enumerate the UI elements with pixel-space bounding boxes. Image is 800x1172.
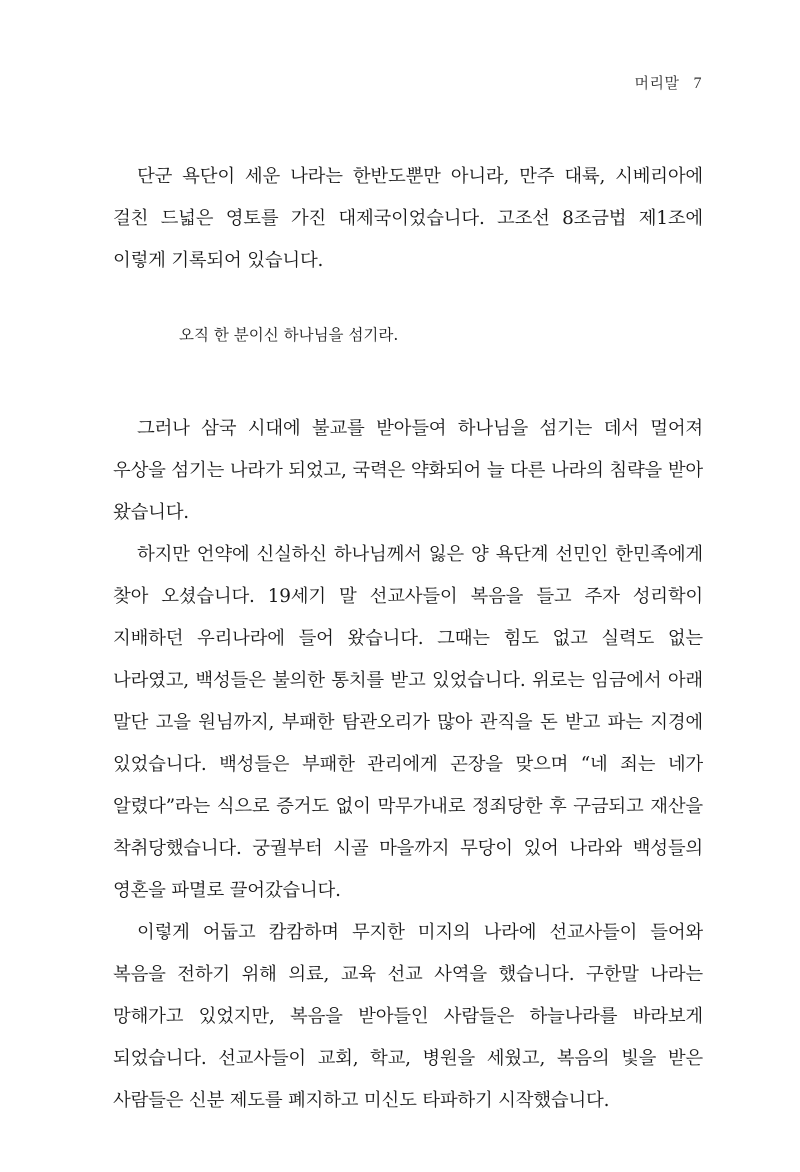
running-header xyxy=(635,72,702,93)
block-quote: 오직 한 분이신 하나님을 섬기라. xyxy=(179,326,399,344)
section-title: 머리말 xyxy=(634,74,680,92)
spacer xyxy=(113,386,703,408)
paragraph-1: 단군 욕단이 세운 나라는 한반도뿐만 아니라, 만주 대륙, 시베리아에 걸친 드넓은 영토를 가진 대제국이었습니다. 고조선 8조금법 제1조에 이렇게 기록되어 있습니다. xyxy=(113,166,703,271)
paragraph-4: 이렇게 어둡고 캄캄하며 무지한 미지의 나라에 선교사들이 들어와 복음을 전하기 위해 의료, 교육 선교 사역을 했습니다. 구한말 나라는 망해가고 있었지만, 복음을 받아들인 사람들은 하늘나라를 바라보게 되었습니다. 선교사들이 교회, 학교, 병원을 세웠고, 복음의 빛을 받은 사람들은 신분 제도를 폐지하고 미신도 타파하기 시작했습니다. xyxy=(113,922,704,1111)
paragraph-2: 그러나 삼국 시대에 불교를 받아들여 하나님을 섬기는 데서 멀어져 우상을 섬기는 나라가 되었고, 국력은 약화되어 늘 다른 나라의 침략을 받아 왔습니다. xyxy=(113,418,703,523)
paragraph-3: 하지만 언약에 신실하신 하나님께서 잃은 양 욕단계 선민인 한민족에게 찾아 오셨습니다. 19세기 말 선교사들이 복음을 들고 주자 성리학이 지배하던 우리나라에 들어 왔습니다. 그때는 힘도 없고 실력도 없는 나라였고, 백성들은 불의한 통치를 받고 있었습니다. 위로는 임금에서 아래 말단 고을 원님까지, 부패한 탐관오리가 많아 관직을 돈 받고 파는 지경에 있었습니다. 백성들은 부패한 관리에게 곤장을 맞으며 “네 죄는 네가 알렸다”라는 식으로 증거도 없이 막무가내로 정죄당한 후 구금되고 재산을 착취당했습니다. 궁궐부터 시골 마을까지 무당이 있어 나라와 백성들의 영혼을 파멸로 끌어갔습니다. xyxy=(113,544,703,901)
page-number: 7 xyxy=(693,75,702,92)
page-body xyxy=(113,156,703,1122)
